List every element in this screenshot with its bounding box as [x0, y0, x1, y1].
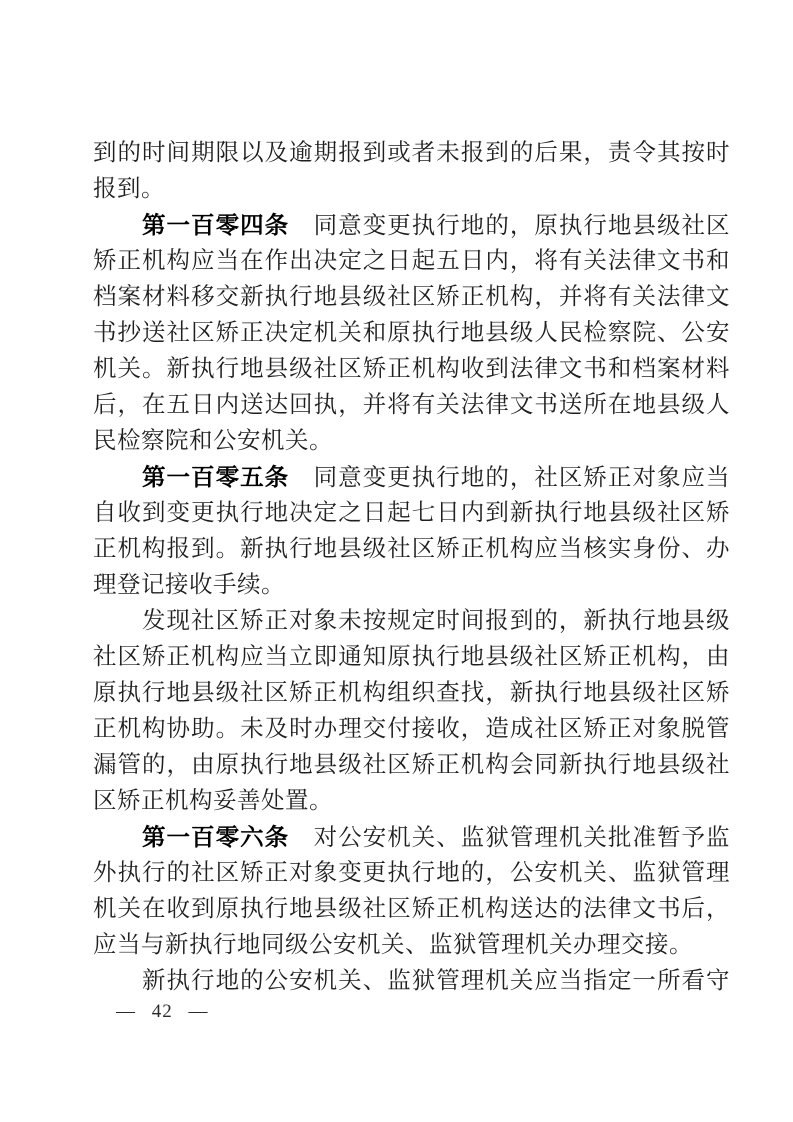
text-line: 档案材料移交新执行地县级社区矫正机构，并将有关法律文 — [93, 284, 730, 310]
text-line: 社区矫正机构应当立即通知原执行地县级社区矫正机构，由 — [93, 644, 730, 670]
text-line: 原执行地县级社区矫正机构组织查找，新执行地县级社区矫 — [93, 680, 730, 706]
text-line: 自收到变更执行地决定之日起七日内到新执行地县级社区矫 — [93, 500, 730, 526]
text-line: 理登记接收手续。 — [93, 572, 285, 598]
text-line: 正机构协助。未及时办理交付接收，造成社区矫正对象脱管 — [93, 716, 730, 742]
text-line: 机关在收到原执行地县级社区矫正机构送达的法律文书后， — [93, 896, 730, 922]
text-line — [93, 207, 730, 243]
article-number: 第一百零六条 — [142, 824, 290, 850]
text-line: 区矫正机构妥善处置。 — [93, 788, 333, 814]
text-line — [93, 459, 730, 495]
text-line: 报到。 — [93, 176, 165, 202]
article-text: 同意变更执行地的，原执行地县级社区 — [289, 213, 731, 239]
text-line: 正机构报到。新执行地县级社区矫正机构应当核实身份、办 — [93, 536, 730, 562]
text-column — [93, 135, 730, 999]
text-line: 发现社区矫正对象未按规定时间报到的，新执行地县级 — [142, 608, 730, 634]
article-text: 对公安机关、监狱管理机关批准暂予监 — [289, 825, 731, 851]
text-line: 民检察院和公安机关。 — [93, 428, 333, 454]
text-line: 外执行的社区矫正对象变更执行地的，公安机关、监狱管理 — [93, 860, 730, 886]
article-text: 同意变更执行地的，社区矫正对象应当 — [289, 465, 731, 491]
text-line: 书抄送社区矫正决定机关和原执行地县级人民检察院、公安 — [93, 320, 730, 346]
article-number: 第一百零五条 — [142, 464, 290, 490]
text-line — [93, 819, 730, 855]
text-line: 机关。新执行地县级社区矫正机构收到法律文书和档案材料 — [93, 356, 730, 382]
article-number: 第一百零四条 — [142, 212, 290, 238]
page-number: — 42 — — [116, 1001, 209, 1022]
text-line: 矫正机构应当在作出决定之日起五日内，将有关法律文书和 — [93, 248, 730, 274]
text-line: 漏管的，由原执行地县级社区矫正机构会同新执行地县级社 — [93, 752, 730, 778]
text-line: 后，在五日内送达回执，并将有关法律文书送所在地县级人 — [93, 392, 730, 418]
text-line: 新执行地的公安机关、监狱管理机关应当指定一所看守 — [142, 968, 730, 994]
text-line: 到的时间期限以及逾期报到或者未报到的后果，责令其按时 — [93, 140, 730, 166]
text-line: 应当与新执行地同级公安机关、监狱管理机关办理交接。 — [93, 932, 693, 958]
